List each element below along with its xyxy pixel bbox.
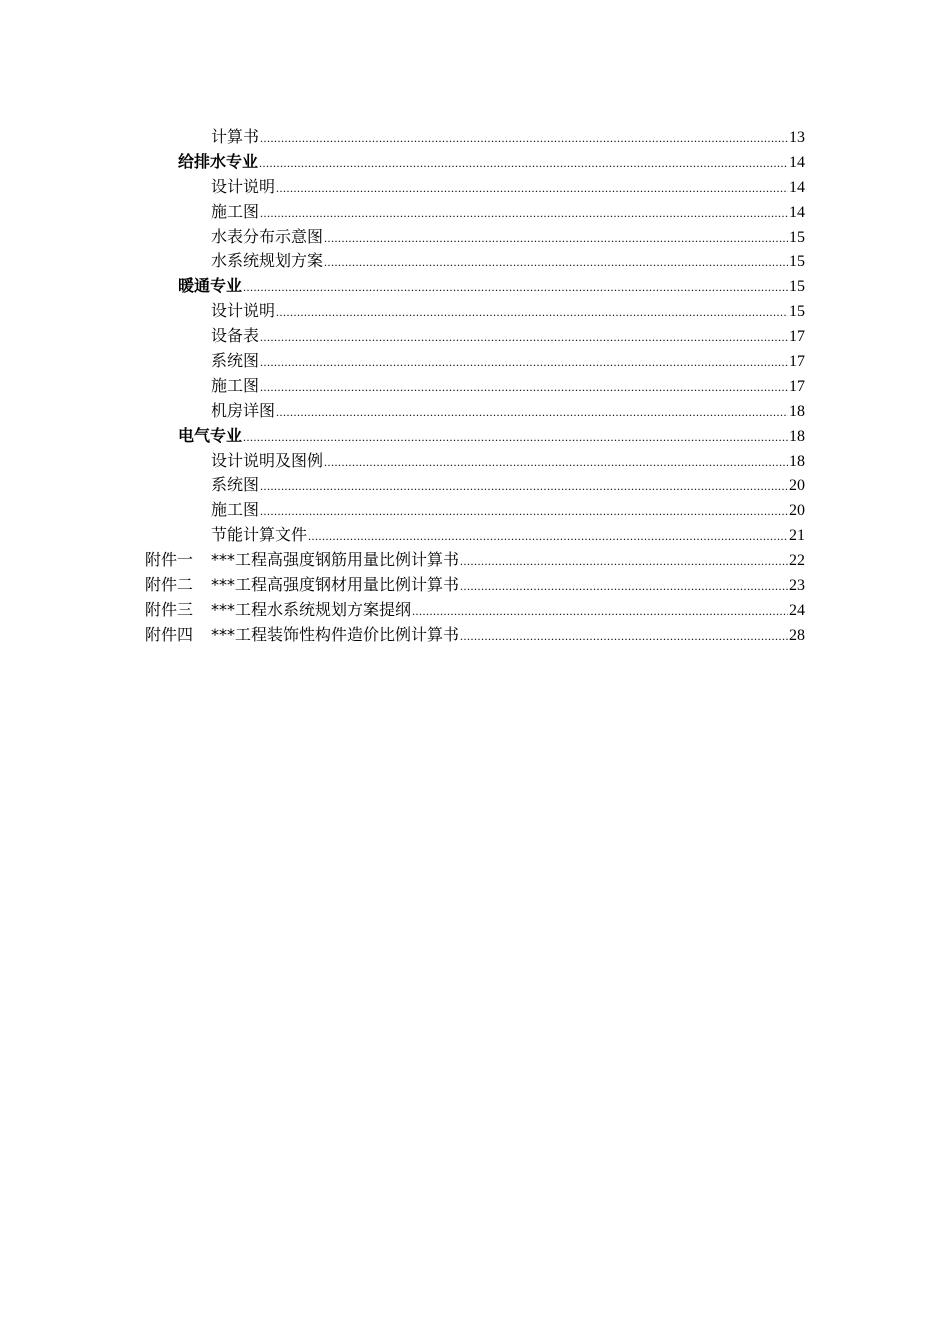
toc-appendix-1[interactable] — [0, 548, 950, 573]
toc-section-electrical[interactable] — [0, 424, 950, 449]
toc-page-number: 17 — [789, 377, 805, 395]
toc-dot-leader — [460, 549, 788, 574]
toc-appendix-2[interactable] — [0, 573, 950, 598]
appendix-label: 附件三 — [145, 599, 194, 619]
toc-page-number: 13 — [789, 129, 805, 146]
toc-page-number: 15 — [789, 303, 805, 321]
toc-entry-water-system-plan[interactable] — [0, 249, 950, 274]
toc-entry-title: 设备表 — [211, 326, 260, 346]
toc-page-number: 15 — [789, 228, 805, 246]
toc-entry-title: ***工程水系统规划方案提纲 — [211, 599, 412, 619]
toc-entry-title: ***工程装饰性构件造价比例计算书 — [211, 624, 460, 644]
toc-dot-leader — [308, 524, 788, 549]
toc-entry-electrical-design-notes-legend[interactable] — [0, 449, 950, 474]
toc-section-hvac[interactable] — [0, 274, 950, 299]
toc-page-number: 24 — [789, 601, 805, 619]
toc-entry-title: 机房详图 — [211, 400, 276, 420]
toc-dot-leader — [412, 599, 788, 624]
toc-page-number: 14 — [789, 178, 805, 196]
toc-page-number: 22 — [789, 552, 805, 570]
toc-page-number: 14 — [789, 153, 805, 171]
toc-appendix-3[interactable] — [0, 598, 950, 623]
table-of-contents — [0, 125, 950, 648]
toc-entry-energy-calculation-file[interactable] — [0, 523, 950, 548]
toc-section-title: 给排水专业 — [178, 151, 259, 171]
toc-entry-plumbing-design-notes[interactable] — [0, 175, 950, 200]
toc-page-number: 20 — [789, 502, 805, 520]
toc-dot-leader — [243, 275, 788, 300]
toc-entry-water-meter-distribution[interactable] — [0, 225, 950, 250]
toc-page-number: 14 — [789, 203, 805, 221]
toc-dot-leader — [260, 201, 788, 226]
toc-page-number: 17 — [789, 328, 805, 346]
toc-page-number: 17 — [789, 353, 805, 371]
toc-dot-leader — [260, 350, 788, 375]
toc-dot-leader — [460, 574, 788, 599]
toc-entry-title: 施工图 — [211, 201, 260, 221]
toc-entry-title: ***工程高强度钢材用量比例计算书 — [211, 575, 460, 595]
toc-dot-leader — [259, 151, 788, 176]
toc-entry-title: 计算书 — [211, 127, 260, 146]
toc-entry-electrical-system-diagram[interactable] — [0, 473, 950, 498]
toc-dot-leader — [243, 425, 788, 450]
appendix-label: 附件四 — [145, 624, 194, 644]
toc-page-number: 15 — [789, 278, 805, 296]
toc-dot-leader — [276, 400, 788, 425]
toc-entry-title: 系统图 — [211, 475, 260, 495]
toc-entry-hvac-system-diagram[interactable] — [0, 349, 950, 374]
toc-entry-title: 水系统规划方案 — [211, 251, 324, 271]
toc-dot-leader — [324, 226, 788, 251]
appendix-label: 附件二 — [145, 575, 194, 595]
toc-page-number: 15 — [789, 253, 805, 271]
toc-entry-title: 节能计算文件 — [211, 525, 308, 545]
toc-section-title: 电气专业 — [178, 425, 243, 445]
toc-page-number: 18 — [789, 427, 805, 445]
toc-entry-electrical-construction-drawings[interactable] — [0, 498, 950, 523]
toc-section-title: 暖通专业 — [178, 276, 243, 296]
toc-entry-title: 施工图 — [211, 375, 260, 395]
toc-entry-machine-room-details[interactable] — [0, 399, 950, 424]
toc-dot-leader — [260, 325, 788, 350]
toc-entry-title: 系统图 — [211, 351, 260, 371]
toc-page-number: 18 — [789, 402, 805, 420]
toc-entry-title: 设计说明 — [211, 301, 276, 321]
toc-dot-leader — [324, 450, 788, 475]
toc-entry-title: 水表分布示意图 — [211, 226, 324, 246]
toc-page-number: 21 — [789, 527, 805, 545]
toc-page-number: 20 — [789, 477, 805, 495]
toc-section-plumbing[interactable] — [0, 150, 950, 175]
toc-dot-leader — [276, 176, 788, 201]
toc-page-number: 28 — [789, 626, 805, 644]
toc-appendix-4[interactable] — [0, 623, 950, 648]
toc-dot-leader — [260, 474, 788, 499]
toc-page-number: 23 — [789, 577, 805, 595]
toc-dot-leader — [460, 624, 788, 649]
toc-entry-title: 设计说明及图例 — [211, 450, 324, 470]
toc-entry-title: 施工图 — [211, 500, 260, 520]
appendix-label: 附件一 — [145, 550, 194, 570]
toc-entry-title: 设计说明 — [211, 176, 276, 196]
toc-entry-plumbing-construction-drawings[interactable] — [0, 200, 950, 225]
toc-dot-leader — [276, 300, 788, 325]
toc-entry-equipment-table[interactable] — [0, 324, 950, 349]
toc-dot-leader — [324, 250, 788, 275]
toc-entry-title: ***工程高强度钢筋用量比例计算书 — [211, 550, 460, 570]
toc-dot-leader — [260, 126, 788, 151]
toc-entry-hvac-construction-drawings[interactable] — [0, 374, 950, 399]
toc-dot-leader — [260, 499, 788, 524]
toc-dot-leader — [260, 375, 788, 400]
toc-entry-calculation-book[interactable] — [0, 125, 950, 150]
toc-entry-hvac-design-notes[interactable] — [0, 299, 950, 324]
toc-page-number: 18 — [789, 452, 805, 470]
